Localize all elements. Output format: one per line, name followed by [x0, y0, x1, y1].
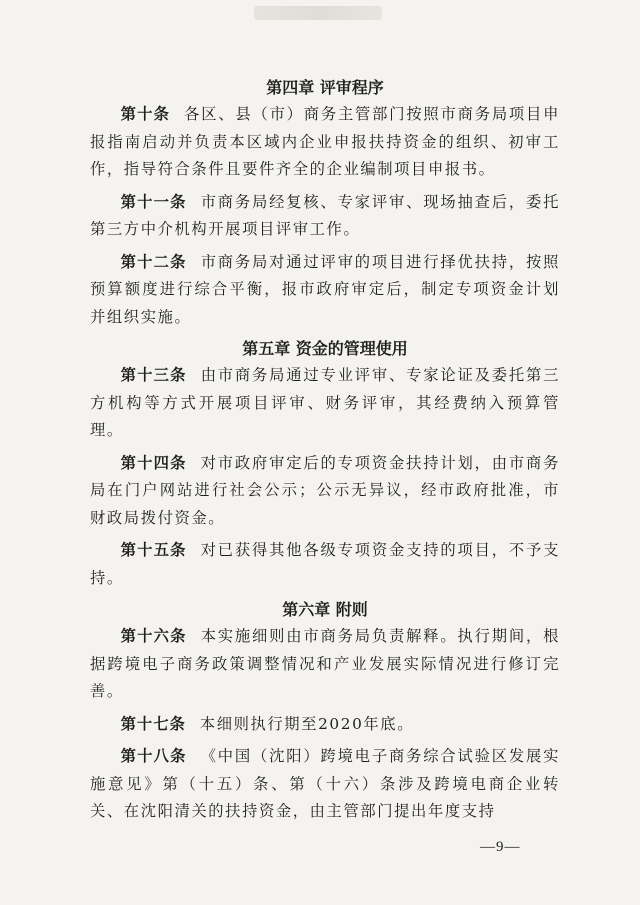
chapter-heading: 第五章 资金的管理使用 — [242, 339, 408, 358]
article-text: 市商务局经复核、专家评审、现场抽查后，委托第三方中介机构开展项目评审工作。 — [90, 192, 560, 238]
article-text: 《中国（沈阳）跨境电子商务综合试验区发展实施意见》第（十五）条、第（十六）条涉及跨境电商企业转关、在沈阳清关的扶持资金，由主管部门提出年度支持 — [90, 747, 560, 820]
header-stamp — [254, 6, 382, 20]
article-label: 第十二条 — [120, 252, 187, 271]
article-text: 对市政府审定后的专项资金扶持计划，由市商务局在门户网站进行社会公示；公示无异议，经市政府批准，市财政局拨付资金。 — [90, 453, 560, 527]
article-text: 各区、县（市）商务主管部门按照市商务局项目申报指南启动并负责本区域内企业申报扶持资金的组织、初审工作，指导符合条件且要件齐全的企业编制项目申报书。 — [90, 105, 560, 178]
article-label: 第十五条 — [120, 541, 187, 559]
article-text: 本细则执行期至2020年底。 — [199, 714, 415, 733]
article-paragraph — [90, 711, 560, 739]
article-label: 第十八条 — [120, 747, 187, 765]
page-number: —9— — [480, 839, 521, 855]
article-paragraph — [90, 189, 560, 244]
article-text: 市商务局对通过评审的项目进行择优扶持，按照预算额度进行综合平衡，报市政府审定后，制定专项资金计划并组织实施。 — [90, 252, 560, 326]
article-paragraph — [90, 537, 560, 592]
article-text: 本实施细则由市商务局负责解释。执行期间，根据跨境电子商务政策调整情况和产业发展实际情况进行修订完善。 — [90, 627, 560, 700]
chapter-heading: 第四章 评审程序 — [266, 78, 384, 97]
article-paragraph — [90, 623, 560, 706]
article-text: 由市商务局通过专业评审、专家论证及委托第三方机构等方式开展项目评审、财务评审，其经费纳入预算管理。 — [90, 366, 560, 439]
article-paragraph — [90, 362, 560, 445]
article-paragraph — [90, 743, 560, 826]
article-label: 第十六条 — [120, 627, 187, 645]
article-paragraph — [90, 249, 560, 332]
article-label: 第十四条 — [120, 453, 187, 472]
article-label: 第十七条 — [120, 714, 186, 733]
article-text: 对已获得其他各级专项资金支持的项目，不予支持。 — [90, 541, 560, 587]
article-paragraph — [90, 101, 560, 184]
document-body — [90, 68, 560, 826]
chapter-heading: 第六章 附则 — [282, 600, 368, 619]
article-label: 第十条 — [120, 105, 171, 123]
article-label: 第十一条 — [120, 192, 187, 211]
article-paragraph — [90, 450, 560, 533]
article-label: 第十三条 — [120, 366, 187, 384]
